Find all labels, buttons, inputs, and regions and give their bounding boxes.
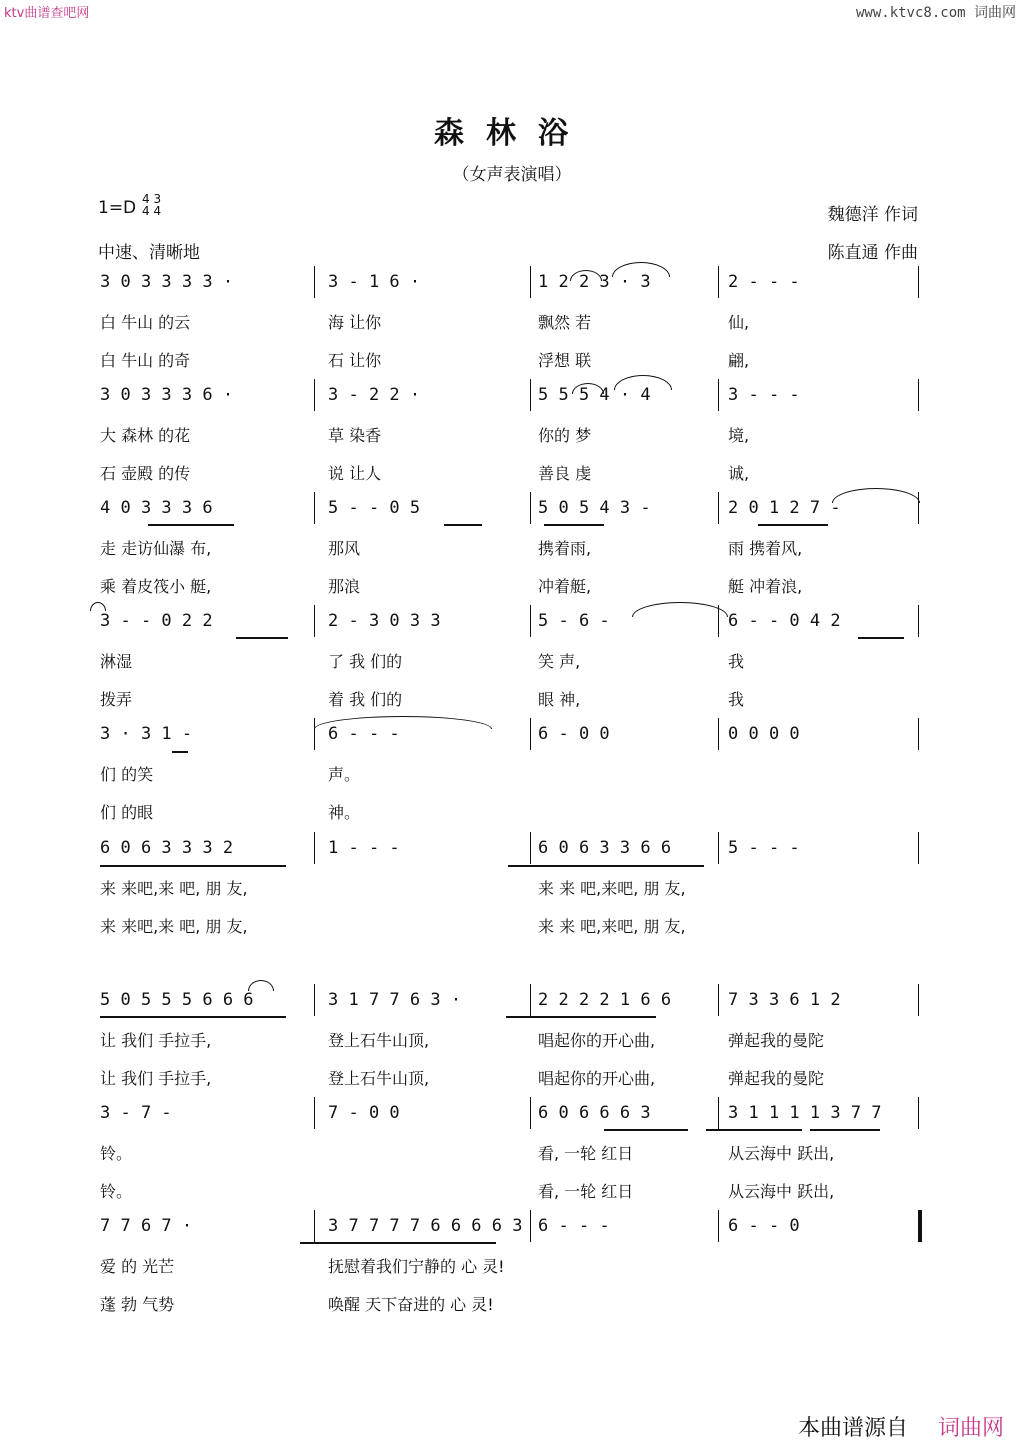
key-signature: 1=D (98, 198, 137, 218)
lyric-text: 境, (728, 426, 750, 445)
barline (918, 1210, 922, 1242)
barline (530, 832, 531, 864)
measure-notes: 3 - 7 - (100, 1103, 172, 1123)
tempo-marking: 中速、清晰地 (98, 243, 200, 263)
barline (918, 832, 919, 864)
barline (314, 1210, 315, 1242)
measure-notes: 3 - 2 2 · (328, 385, 421, 405)
meter-bottom: 4 4 (142, 204, 162, 218)
barline (918, 718, 919, 750)
lyric-text: 铃。 (100, 1182, 133, 1201)
lyric-text: 蓬 勃 气势 (100, 1295, 175, 1314)
measure-notes: 1 - - - (328, 838, 400, 858)
lyric-row (100, 310, 920, 338)
barline (314, 492, 315, 524)
lyric-row (100, 762, 920, 790)
lyric-text: 让 我们 手拉手, (100, 1031, 212, 1050)
barline (314, 605, 315, 637)
measure-notes: 3 - - - (728, 385, 800, 405)
barline (530, 1097, 531, 1129)
lyric-text: 草 染香 (328, 426, 382, 445)
notation-row (100, 1216, 920, 1244)
lyric-text: 了 我 们的 (328, 652, 403, 671)
beam-underline (508, 865, 704, 867)
measure-notes: 2 2 2 2 1 6 6 (538, 990, 672, 1010)
song-title: 森林浴 (434, 116, 590, 151)
barline (530, 984, 531, 1016)
barline (530, 718, 531, 750)
lyric-text: 铃。 (100, 1144, 133, 1163)
lyric-text: 善良 虔 (538, 464, 592, 483)
barline (530, 1210, 531, 1242)
notation-row (100, 724, 920, 752)
notation-row (100, 611, 920, 639)
lyric-text: 从云海中 跃出, (728, 1144, 835, 1163)
measure-notes: 3 - 1 6 · (328, 272, 421, 292)
song-subtitle: （女声表演唱） (452, 165, 572, 185)
measure-notes: 6 - - 0 (728, 1216, 800, 1236)
barline (314, 718, 315, 750)
lyric-text: 艇 冲着浪, (728, 577, 803, 596)
lyric-text: 着 我 们的 (328, 690, 403, 709)
tie-slur-mark (632, 602, 728, 617)
barline (718, 1097, 719, 1129)
footer-site-name: 词曲网 (937, 1416, 1004, 1441)
lyric-text: 拨弄 (100, 690, 133, 709)
watermark-left: ktv曲谱查吧网 (4, 6, 90, 21)
measure-notes: 4 0 3 3 3 6 (100, 498, 213, 518)
lyric-text: 唱起你的开心曲, (538, 1031, 656, 1050)
beam-underline (506, 1016, 656, 1018)
barline (718, 832, 719, 864)
barline (718, 984, 719, 1016)
beam-underline (604, 1129, 688, 1131)
barline (718, 718, 719, 750)
measure-notes: 3 1 7 7 6 3 · (328, 990, 462, 1010)
lyric-row (100, 1179, 920, 1207)
lyric-text: 石 壶殿 的传 (100, 464, 191, 483)
measure-notes: 5 0 5 4 3 - (538, 498, 651, 518)
lyric-text: 诚, (728, 464, 750, 483)
lyric-text: 们 的笑 (100, 765, 154, 784)
measure-notes: 5 0 5 5 5 6 6 6 (100, 990, 254, 1010)
measure-notes: 6 0 6 3 3 6 6 (538, 838, 672, 858)
lyric-row (100, 574, 920, 602)
lyric-text: 大 森林 的花 (100, 426, 191, 445)
tie-slur-mark (90, 602, 106, 611)
lyricist: 魏德洋 作词 (827, 205, 918, 225)
barline (530, 605, 531, 637)
lyric-text: 说 让人 (328, 464, 382, 483)
lyric-text: 走 走访仙瀑 布, (100, 539, 212, 558)
measure-notes: 2 - - - (728, 272, 800, 292)
tie-slur-mark (614, 375, 672, 390)
barline (530, 266, 531, 298)
lyric-row (100, 876, 920, 904)
lyric-row (100, 687, 920, 715)
lyric-text: 来 来吧,来 吧, 朋 友, (100, 917, 248, 936)
barline (918, 1097, 919, 1129)
lyric-text: 爱 的 光芒 (100, 1257, 175, 1276)
measure-notes: 0 0 0 0 (728, 724, 800, 744)
lyric-text: 石 让你 (328, 351, 382, 370)
measure-notes: 3 0 3 3 3 6 · (100, 385, 234, 405)
tie-slur-mark (612, 262, 670, 277)
tie-slur-mark (248, 980, 274, 991)
measure-notes: 6 - - - (538, 1216, 610, 1236)
barline (918, 266, 919, 298)
barline (530, 379, 531, 411)
footer-source-label: 本曲谱源自 (797, 1416, 908, 1441)
lyric-text: 白 牛山 的奇 (100, 351, 191, 370)
measure-notes: 6 - - - (328, 724, 400, 744)
lyric-text: 唱起你的开心曲, (538, 1069, 656, 1088)
measure-notes: 5 - - 0 5 (328, 498, 421, 518)
measure-notes: 3 · 3 1 - (100, 724, 193, 744)
tie-slur-mark (832, 488, 920, 503)
beam-underline (544, 524, 604, 526)
measure-notes: 5 5 5 4 · 4 (538, 385, 651, 405)
beam-underline (758, 524, 828, 526)
barline (314, 379, 315, 411)
lyric-text: 浮想 联 (538, 351, 592, 370)
measure-notes: 1 2 2 3 · 3 (538, 272, 651, 292)
lyric-text: 白 牛山 的云 (100, 313, 191, 332)
measure-notes: 3 1 1 1 1 3 7 7 (728, 1103, 882, 1123)
notation-row (100, 498, 920, 526)
barline (918, 984, 919, 1016)
lyric-text: 来 来 吧,来吧, 朋 友, (538, 879, 686, 898)
lyric-row (100, 1254, 920, 1282)
notation-row (100, 272, 920, 300)
lyric-row (100, 1141, 920, 1169)
lyric-row (100, 914, 920, 942)
barline (314, 832, 315, 864)
lyric-text: 我 (728, 690, 745, 709)
lyric-text: 飘然 若 (538, 313, 592, 332)
measure-notes: 6 - 0 0 (538, 724, 610, 744)
notation-row (100, 385, 920, 413)
barline (918, 605, 919, 637)
barline (718, 1210, 719, 1242)
notation-row (100, 1103, 920, 1131)
measure-notes: 3 - - 0 2 2 (100, 611, 213, 631)
composer: 陈直通 作曲 (827, 243, 918, 263)
lyric-text: 翩, (728, 351, 750, 370)
measure-notes: 5 - 6 - (538, 611, 610, 631)
lyric-text: 海 让你 (328, 313, 382, 332)
meter-top: 4 3 (142, 192, 162, 206)
lyric-text: 弹起我的曼陀 (728, 1069, 825, 1088)
measure-notes: 2 0 1 2 7 - (728, 498, 841, 518)
measure-notes: 6 0 6 6 6 3 (538, 1103, 651, 1123)
notation-row (100, 990, 920, 1018)
lyric-text: 乘 着皮筏小 艇, (100, 577, 212, 596)
lyric-text: 仙, (728, 313, 750, 332)
lyric-text: 眼 神, (538, 690, 581, 709)
lyric-text: 抚慰着我们宁静的 心 灵! (328, 1257, 505, 1276)
lyric-text: 那风 (328, 539, 361, 558)
tie-slur-mark (314, 716, 492, 729)
lyric-row (100, 1028, 920, 1056)
lyric-text: 让 我们 手拉手, (100, 1069, 212, 1088)
beam-underline (100, 865, 286, 867)
beam-underline (444, 524, 482, 526)
lyric-row (100, 649, 920, 677)
measure-notes: 5 - - - (728, 838, 800, 858)
lyric-text: 看, 一轮 红日 (538, 1182, 634, 1201)
measure-notes: 7 3 3 6 1 2 (728, 990, 841, 1010)
lyric-text: 看, 一轮 红日 (538, 1144, 634, 1163)
barline (718, 379, 719, 411)
lyric-row (100, 348, 920, 376)
lyric-row (100, 1066, 920, 1094)
lyric-text: 笑 声, (538, 652, 581, 671)
barline (918, 379, 919, 411)
lyric-text: 冲着艇, (538, 577, 592, 596)
lyric-text: 声。 (328, 765, 361, 784)
lyric-text: 携着雨, (538, 539, 592, 558)
lyric-text: 来 来 吧,来吧, 朋 友, (538, 917, 686, 936)
measure-notes: 6 0 6 3 3 3 2 (100, 838, 234, 858)
lyric-row (100, 461, 920, 489)
lyric-row (100, 800, 920, 828)
lyric-text: 登上石牛山顶, (328, 1069, 430, 1088)
lyric-text: 那浪 (328, 577, 361, 596)
lyric-text: 登上石牛山顶, (328, 1031, 430, 1050)
lyric-text: 淋湿 (100, 652, 133, 671)
beam-underline (236, 637, 288, 639)
barline (314, 984, 315, 1016)
beam-underline (300, 1242, 496, 1244)
measure-notes: 3 0 3 3 3 3 · (100, 272, 234, 292)
barline (314, 266, 315, 298)
lyric-text: 唤醒 天下奋进的 心 灵! (328, 1295, 494, 1314)
lyric-row (100, 536, 920, 564)
beam-underline (858, 637, 904, 639)
beam-underline (100, 1016, 286, 1018)
lyric-text: 弹起我的曼陀 (728, 1031, 825, 1050)
time-signature (142, 193, 161, 217)
measure-notes: 6 - - 0 4 2 (728, 611, 841, 631)
measure-notes: 7 7 6 7 · (100, 1216, 193, 1236)
beam-underline (706, 1129, 802, 1131)
lyric-text: 我 (728, 652, 745, 671)
lyric-text: 从云海中 跃出, (728, 1182, 835, 1201)
lyric-text: 雨 携着风, (728, 539, 803, 558)
lyric-row (100, 1292, 920, 1320)
notation-row (100, 838, 920, 866)
watermark-right: www.ktvc8.com 词曲网 (855, 5, 1016, 21)
lyric-row (100, 423, 920, 451)
lyric-text: 神。 (328, 803, 361, 822)
barline (530, 492, 531, 524)
measure-notes: 2 - 3 0 3 3 (328, 611, 441, 631)
barline (718, 266, 719, 298)
measure-notes: 7 - 0 0 (328, 1103, 400, 1123)
barline (314, 1097, 315, 1129)
beam-underline (148, 524, 234, 526)
measure-notes: 3 7 7 7 7 6 6 6 6 3 (328, 1216, 523, 1236)
barline (718, 492, 719, 524)
lyric-text: 来 来吧,来 吧, 朋 友, (100, 879, 248, 898)
lyric-text: 们 的眼 (100, 803, 154, 822)
beam-underline (810, 1129, 880, 1131)
lyric-text: 你的 梦 (538, 426, 592, 445)
barline (918, 492, 919, 524)
beam-underline (172, 751, 188, 753)
